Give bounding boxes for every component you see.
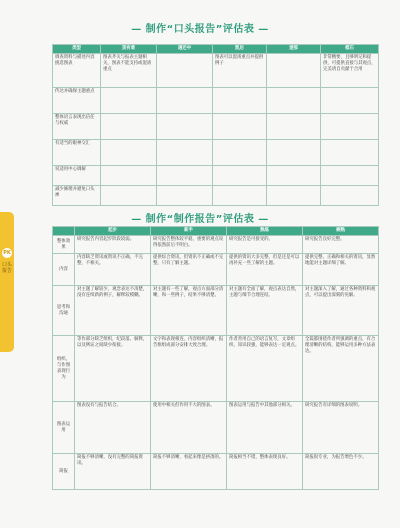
table-cell bbox=[267, 54, 321, 88]
row-head: 组织、与作图表现行为 bbox=[53, 336, 75, 402]
table-cell: 研究报告整体较平稳，重要的观点说得依然前后不明白。 bbox=[151, 236, 227, 254]
table-cell: 简报不够清晰，没有完整的简报资讯。 bbox=[75, 454, 151, 490]
table-cell bbox=[101, 114, 157, 140]
table-cell: 提供综合资讯，但资讯不正确或不完整，只有了解主题。 bbox=[151, 254, 227, 286]
table-cell: 研究报告有详细的图表说明。 bbox=[303, 402, 379, 454]
table-cell bbox=[157, 140, 213, 166]
header-cell: 起步 bbox=[75, 227, 151, 236]
table-cell bbox=[321, 186, 379, 206]
chapter-badge: PK bbox=[3, 250, 11, 256]
table-header-row bbox=[53, 227, 379, 236]
table-row bbox=[53, 140, 379, 166]
section2-title: — 制作“制作报告”评估表 — bbox=[131, 214, 269, 225]
table-cell: 对主题有全面了解，观点表达自然，主题与细节合理连结。 bbox=[227, 286, 303, 336]
table-cell bbox=[321, 88, 379, 114]
row-head: 整体效果 bbox=[53, 236, 75, 254]
table-cell bbox=[267, 140, 321, 166]
table-cell: 图表齐关与报表主题相关，图表不能支持或混淆重点 bbox=[101, 54, 157, 88]
row-head: 有适当的眼神交汇 bbox=[53, 140, 101, 166]
table-cell bbox=[267, 88, 321, 114]
section1-title: — 制作“口头报告”评估表 — bbox=[131, 24, 269, 35]
table-cell bbox=[213, 114, 267, 140]
table-cell: 简报不够清晰，看起来像是拼凑的。 bbox=[151, 454, 227, 490]
table-cell: 文字和表现相连，内容组织清晰，报告框组成部分安排大致合理。 bbox=[151, 336, 227, 402]
side-chapter-tab[interactable] bbox=[0, 212, 14, 352]
row-head: 图表运用 bbox=[53, 402, 75, 454]
table-cell: 全篇都围绕作者所强调的重点，有合理清晰的结构，能够运用多种方法表达。 bbox=[303, 336, 379, 402]
row-head: 说适用中心调解 bbox=[53, 166, 101, 186]
header-cell bbox=[53, 227, 75, 236]
table-cell: 对主题有一些了解，观点方面部分清晰，和一些例子，结果不够清楚。 bbox=[151, 286, 227, 336]
table-cell: 提供完整、正确和相关的资讯，显然地能对主题详细了解。 bbox=[303, 254, 379, 286]
table-cell: 简报相当不错，整体表现良好。 bbox=[227, 454, 303, 490]
row-head: 传达并确保主题重点 bbox=[53, 88, 101, 114]
row-head: 内容 bbox=[53, 254, 75, 286]
table-cell bbox=[213, 140, 267, 166]
table-header-row bbox=[53, 45, 379, 54]
table-cell: 作者善用自己的语言复写，文章组织、知识较强，能够表达一定观点。 bbox=[227, 336, 303, 402]
table-cell bbox=[267, 114, 321, 140]
header-cell: 框石 bbox=[321, 45, 379, 54]
table-row bbox=[53, 88, 379, 114]
table-cell bbox=[101, 140, 157, 166]
table-cell bbox=[157, 54, 213, 88]
row-head: 简报 bbox=[53, 454, 75, 490]
row-head: 调查资料与描述内容挑选图表 bbox=[53, 54, 101, 88]
table-row bbox=[53, 166, 379, 186]
table-cell: 简报很专业，为报告增色不少。 bbox=[303, 454, 379, 490]
table-cell: 等作部分缺乏组织，纪段落、解释，以及例证之间缺少衔接。 bbox=[75, 336, 151, 402]
header-cell: 遇还中 bbox=[157, 45, 213, 54]
table-row bbox=[53, 336, 379, 402]
header-cell: 类型 bbox=[53, 45, 101, 54]
table-cell bbox=[213, 166, 267, 186]
table-cell: 非常精要，且够明记和提供，可提供直接与其观点，完美请自贡献于合用 bbox=[321, 54, 379, 88]
table-row bbox=[53, 286, 379, 336]
chapter-label: 口头报告 bbox=[2, 262, 13, 274]
table-cell: 对主题了解较少，观念表达不清楚，没有连续新的例子，解释较模糊。 bbox=[75, 286, 151, 336]
table-cell: 研究报告内容起步阶段较弱。 bbox=[75, 236, 151, 254]
table-cell bbox=[157, 114, 213, 140]
table-row bbox=[53, 236, 379, 254]
row-head: 思考和沟通 bbox=[53, 286, 75, 336]
table-cell bbox=[157, 166, 213, 186]
header-cell: 递那 bbox=[267, 45, 321, 54]
table-cell: 对主题深入了解，通过各种资料和观点，可以提出深刻的见解。 bbox=[303, 286, 379, 336]
table-cell: 研究报告良好完整。 bbox=[303, 236, 379, 254]
table-cell bbox=[101, 186, 157, 206]
table-cell: 图表没有与报告结合。 bbox=[75, 402, 151, 454]
table-row bbox=[53, 254, 379, 286]
row-head: 整体语言表现出信任与权威 bbox=[53, 114, 101, 140]
table-cell bbox=[157, 88, 213, 114]
table-row bbox=[53, 402, 379, 454]
table-row bbox=[53, 54, 379, 88]
table-cell: 使用中相关但作用不大的图表。 bbox=[151, 402, 227, 454]
table-cell bbox=[213, 88, 267, 114]
header-cell: 熟练 bbox=[227, 227, 303, 236]
oral-report-rubric-table bbox=[52, 44, 379, 206]
table-cell: 图表可以混淆重点并提供例子 bbox=[213, 54, 267, 88]
table-row bbox=[53, 454, 379, 490]
table-row bbox=[53, 186, 379, 206]
table-cell bbox=[267, 186, 321, 206]
table-cell bbox=[213, 186, 267, 206]
table-cell bbox=[267, 166, 321, 186]
table-cell: 图表运用与报告中其他部分相关。 bbox=[227, 402, 303, 454]
table-cell: 内容缺乏资讯或资讯不正确，不完整，不相关。 bbox=[75, 254, 151, 286]
header-cell: 新手 bbox=[151, 227, 227, 236]
table-cell bbox=[321, 114, 379, 140]
table-cell bbox=[101, 166, 157, 186]
header-cell: 凯后 bbox=[213, 45, 267, 54]
table-cell bbox=[321, 140, 379, 166]
table-cell: 研究报告是可接受的。 bbox=[227, 236, 303, 254]
table-cell bbox=[157, 186, 213, 206]
table-cell bbox=[101, 88, 157, 114]
row-head: 减少修理并避免口头禅 bbox=[53, 186, 101, 206]
header-cell: 娴熟 bbox=[303, 227, 379, 236]
table-cell: 提供的资讯大多完整，但是还是可以再补充一些了解的主题。 bbox=[227, 254, 303, 286]
header-cell: 顶有难 bbox=[101, 45, 157, 54]
written-report-rubric-table bbox=[52, 226, 379, 490]
table-row bbox=[53, 114, 379, 140]
table-cell bbox=[321, 166, 379, 186]
